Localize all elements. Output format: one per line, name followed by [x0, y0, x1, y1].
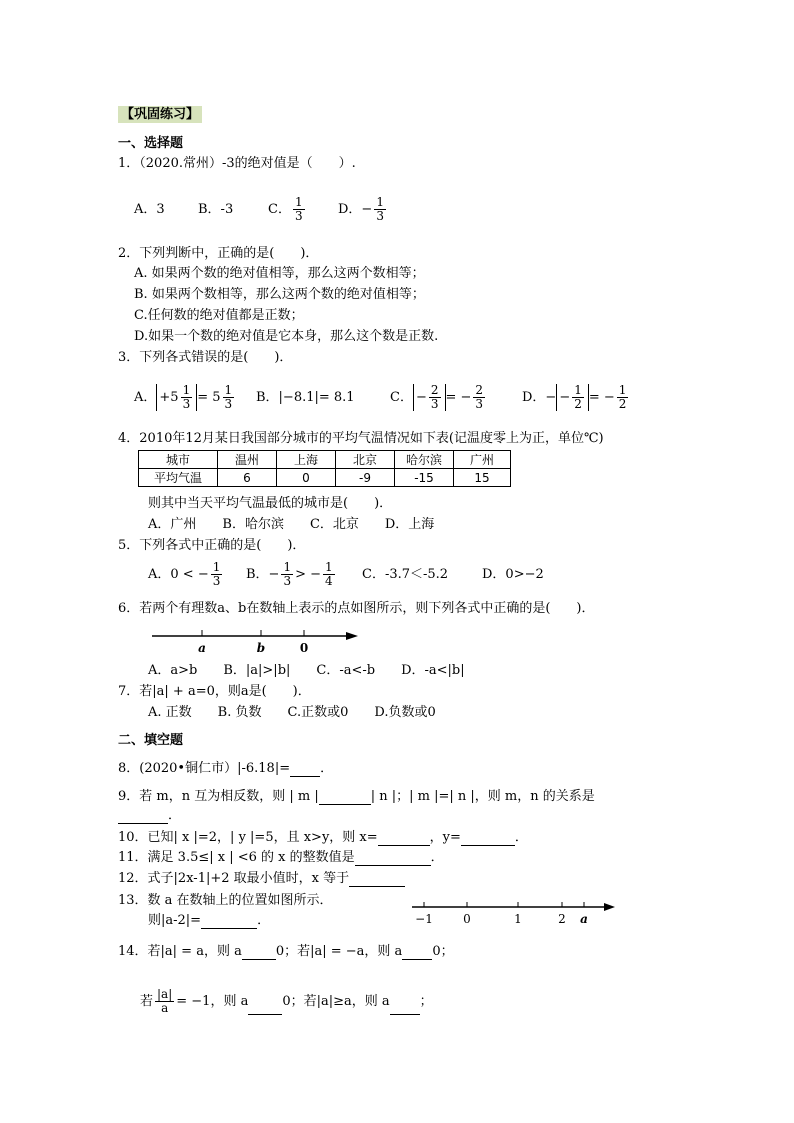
- q9-part2: | n |；| m |=| n |，则 m，n 的关系是: [370, 789, 595, 804]
- q10-blank-y[interactable]: [461, 833, 515, 846]
- q5-stem: 5．下列各式中正确的是( )．: [118, 538, 306, 553]
- q2-option-d: D.如果一个数的绝对值是它本身，那么这个数是正数.: [134, 329, 439, 344]
- table-cell: 城市: [139, 451, 218, 469]
- q3-a-num: 1: [182, 383, 191, 397]
- q3-d-eq: = −: [588, 390, 615, 405]
- q6-stem: 6．若两个有理数a、b在数轴上表示的点如图所示，则下列各式中正确的是( )．: [118, 601, 595, 616]
- q3-d-in: −: [559, 390, 571, 405]
- q1-c-den: 3: [294, 209, 303, 223]
- q3-a-den2: 3: [224, 397, 233, 411]
- q11-line: [118, 850, 444, 866]
- label-two: 2: [558, 912, 566, 926]
- q1-d-num: 1: [376, 195, 384, 209]
- q9-end: ．: [168, 808, 182, 823]
- q5-a-num: 1: [212, 560, 221, 574]
- axis-arrow: [346, 632, 358, 640]
- q9-blank-1[interactable]: [319, 792, 371, 805]
- q14-blank-2[interactable]: [402, 947, 432, 960]
- header-tag: 【巩固练习】: [118, 106, 202, 123]
- q3-a-abs: [156, 384, 197, 411]
- q5-b-den2: 4: [325, 574, 333, 588]
- q5-options: [148, 561, 544, 588]
- q5-b-den: 3: [283, 574, 292, 588]
- q14-line1: [118, 944, 454, 960]
- q3-c-frac2: [473, 384, 485, 411]
- q4-temperature-table: [138, 450, 511, 487]
- q1-d-fraction: [374, 196, 386, 223]
- q4-question: 则其中当天平均气温最低的城市是( )．: [148, 496, 393, 511]
- q5-a-label: A．0 < −: [148, 567, 209, 582]
- q3-c-den: 3: [430, 397, 439, 411]
- table-cell: 6: [218, 469, 277, 487]
- q3-a-label: A．: [134, 390, 157, 405]
- table-cell: 上海: [277, 451, 336, 469]
- label-a: a: [198, 641, 206, 655]
- q9-blank-2[interactable]: [118, 811, 168, 824]
- label-b: b: [256, 641, 266, 655]
- q2-stem: 2．下列判断中，正确的是( )．: [118, 246, 319, 261]
- q10-part2: ，y=: [429, 830, 461, 845]
- q3-option-d: [522, 384, 630, 411]
- q12-line: [118, 871, 405, 887]
- table-cell: 0: [277, 469, 336, 487]
- q4-stem: 4．2010年12月某日我国部分城市的平均气温情况如下表(记温度零上为正，单位℃): [118, 431, 604, 446]
- table-cell: 15: [454, 469, 511, 487]
- q10-part1: 10．已知| x |=2，| y |=5，且 x>y，则 x=: [118, 830, 378, 845]
- q9-line: [118, 789, 595, 805]
- table-cell: 温州: [218, 451, 277, 469]
- q5-option-b: [246, 561, 362, 588]
- q3-option-a: [134, 384, 256, 411]
- q3-c-num: 2: [430, 383, 439, 397]
- q10-blank-x[interactable]: [378, 833, 430, 846]
- q3-d-den: 2: [574, 397, 582, 411]
- q14-den: a: [161, 1001, 169, 1015]
- q13-number-line: [408, 898, 618, 928]
- q3-c-eq: = −: [445, 390, 472, 405]
- q3-options: [134, 384, 630, 411]
- q14-part1: 14．若|a| = a，则 a: [118, 944, 242, 959]
- axis-arrow: [604, 903, 615, 911]
- q3-option-b: B．|−8.1|= 8.1: [256, 390, 355, 405]
- q2-option-a: A. 如果两个数的绝对值相等，那么这两个数相等；: [134, 266, 425, 281]
- q10-end: ．: [514, 830, 528, 845]
- section-fill-title: 二、填空题: [118, 733, 184, 748]
- q14-num: |a|: [157, 987, 173, 1001]
- q13-blank[interactable]: [201, 916, 257, 929]
- q3-option-c: [390, 384, 522, 411]
- q2-option-c: C.任何数的绝对值都是正数；: [134, 308, 304, 323]
- label-minus-one: −1: [415, 912, 433, 926]
- q1-option-b: B．-3: [198, 202, 234, 217]
- q14-blank-1[interactable]: [242, 947, 276, 960]
- q3-a-num2: 1: [224, 383, 233, 397]
- q5-b-frac2: [323, 561, 335, 588]
- q6-options: A．a>b B．|a|>|b| C．-a<-b D．-a<|b|: [148, 663, 465, 678]
- q11-blank[interactable]: [355, 853, 431, 866]
- label-a: a: [580, 912, 588, 926]
- q1-option-d: [338, 196, 388, 223]
- q3-c-abs: [413, 384, 446, 411]
- q5-option-c: C．-3.7＜-5.2: [362, 567, 449, 582]
- q11-end: ．: [430, 850, 444, 865]
- q14-part2: 0；若|a| = −a，则 a: [275, 944, 403, 959]
- q1-c-fraction: [293, 196, 305, 223]
- table-cell: 平均气温: [139, 469, 218, 487]
- q5-b-mid: > −: [295, 567, 322, 582]
- q5-option-d: D．0>−2: [482, 567, 544, 582]
- q2-option-b: B. 如果两个数相等，那么这两个数的绝对值相等；: [134, 287, 425, 302]
- q8-stem: 8．(2020•铜仁市）|-6.18|=: [118, 761, 291, 776]
- q14-fraction: [155, 988, 174, 1015]
- q3-d-abs: [556, 384, 589, 411]
- section-choice-title: 一、选择题: [118, 136, 184, 151]
- q14-part6: ；: [419, 994, 433, 1009]
- label-one: 1: [514, 912, 522, 926]
- q3-c-num2: 2: [475, 383, 484, 397]
- q13-line2: [148, 913, 270, 929]
- q13-end: ．: [257, 913, 271, 928]
- q8-line: [118, 761, 333, 777]
- q3-a-den: 3: [182, 397, 191, 411]
- q8-blank[interactable]: [290, 764, 320, 777]
- q1-d-label: D．−: [338, 202, 373, 217]
- q13-part1: 则|a-2|=: [148, 913, 202, 928]
- q3-d-den2: 2: [618, 397, 627, 411]
- q5-b-frac: [281, 561, 293, 588]
- table-cell: -15: [395, 469, 454, 487]
- q1-option-a: A．3: [134, 202, 165, 217]
- q3-a-frac: [181, 384, 193, 411]
- q14-part5: 0；若|a|≥a，则 a: [282, 994, 390, 1009]
- q3-d-num: 1: [574, 383, 582, 397]
- q3-a-in: +5: [159, 390, 179, 405]
- table-row: [139, 469, 511, 487]
- q3-c-den2: 3: [475, 397, 484, 411]
- q1-c-label: C．: [268, 202, 291, 217]
- q8-end: ．: [320, 761, 334, 776]
- q14-blank-4[interactable]: [390, 1002, 420, 1015]
- table-row: [139, 451, 511, 469]
- q3-c-label: C．: [390, 390, 413, 405]
- q5-a-frac: [211, 561, 223, 588]
- table-cell: -9: [336, 469, 395, 487]
- section-header: [118, 103, 202, 122]
- q5-b-num: 1: [283, 560, 292, 574]
- q3-c-frac: [429, 384, 441, 411]
- q3-d-num2: 1: [618, 383, 627, 397]
- q3-a-frac2: [223, 384, 235, 411]
- q5-a-den: 3: [212, 574, 221, 588]
- q14-blank-3[interactable]: [248, 1002, 282, 1015]
- q13-line1: 13．数 a 在数轴上的位置如图所示．: [118, 893, 333, 908]
- q3-d-frac: [572, 384, 584, 411]
- q3-d-frac2: [617, 384, 629, 411]
- label-zero: 0: [463, 912, 471, 926]
- table-cell: 广州: [454, 451, 511, 469]
- label-zero: 0: [299, 641, 309, 655]
- q14-part3: 0；: [432, 944, 454, 959]
- q1-c-num: 1: [294, 195, 303, 209]
- q1-stem: 1．（2020.常州）-3的绝对值是（ ）.: [118, 156, 356, 171]
- q14-line2: [140, 988, 433, 1015]
- q5-b-num2: 1: [325, 560, 333, 574]
- q3-stem: 3．下列各式错误的是( )．: [118, 350, 293, 365]
- q12-blank[interactable]: [349, 874, 405, 887]
- q9-line2: [118, 808, 181, 824]
- q6-number-line: [148, 625, 368, 655]
- table-cell: 哈尔滨: [395, 451, 454, 469]
- q3-d-label: D．−: [522, 390, 557, 405]
- q9-part1: 9．若 m，n 互为相反数，则 | m |: [118, 789, 319, 804]
- q4-options: A．广州 B．哈尔滨 C．北京 D．上海: [148, 517, 435, 532]
- q3-c-in: −: [415, 390, 427, 405]
- q1-options: [134, 196, 388, 223]
- q7-options: A. 正数 B. 负数 C.正数或0 D.负数或0: [148, 705, 436, 720]
- q1-option-c: [268, 196, 338, 223]
- q7-stem: 7．若|a| + a=0，则a是( )．: [118, 684, 311, 699]
- table-cell: 北京: [336, 451, 395, 469]
- q14-pre: 若: [140, 994, 154, 1009]
- q10-line: [118, 830, 528, 846]
- q5-b-label: B．−: [246, 567, 280, 582]
- q12-part1: 12．式子|2x-1|+2 取最小值时，x 等于: [118, 871, 350, 886]
- q1-d-den: 3: [376, 209, 384, 223]
- q14-part4: = −1，则 a: [176, 994, 249, 1009]
- q5-option-a: [148, 561, 246, 588]
- q11-part1: 11．满足 3.5≤| x | <6 的 x 的整数值是: [118, 850, 355, 865]
- q3-a-eq: = 5: [197, 390, 221, 405]
